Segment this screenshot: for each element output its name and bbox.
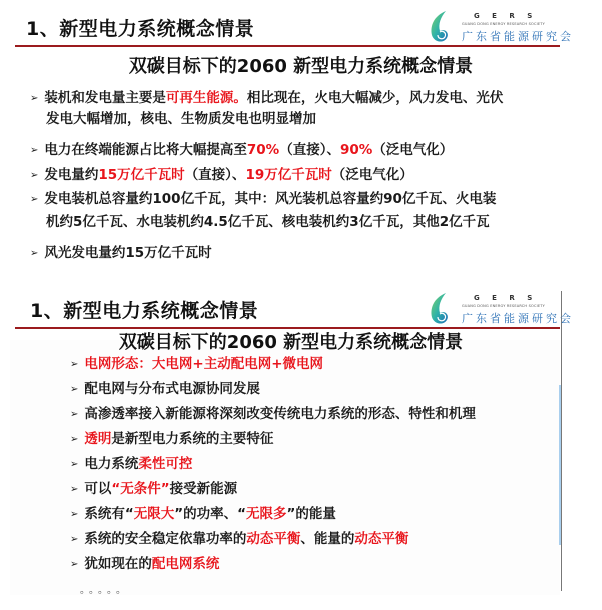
arrow-bullet-icon: ➢	[70, 384, 79, 395]
bullet-list	[30, 86, 503, 265]
bullet-continuation: 发电大幅增加，核电、生物质发电也明显增加	[46, 111, 316, 127]
bullet-item: ➢ 装机和发电量主要是可再生能源。相比现在，火电大幅减少，风力发电、光伏	[30, 90, 504, 106]
bullet-item: ➢ 风光发电量约15万亿千瓦时	[30, 245, 212, 261]
bullet-item: ➢ 发电装机总容量约100亿千瓦，其中：风光装机总容量约90亿千瓦、火电装	[30, 191, 497, 207]
bullet-item: ➢ 配电网与分布式电源协同发展	[70, 381, 260, 397]
arrow-bullet-icon: ➢	[30, 145, 39, 156]
section-title: 1、新型电力系统概念情景	[30, 300, 259, 322]
bullet-item: ➢ 系统的安全稳定依靠功率的动态平衡、能量的动态平衡	[70, 531, 409, 547]
bullet-item: ➢ 系统有“无限大”的功率、“无限多”的能量	[70, 506, 336, 522]
slide-subtitle: 双碳目标下的2060 新型电力系统概念情景	[118, 332, 464, 353]
bullet-item: ➢ 电力系统柔性可控	[70, 456, 193, 472]
arrow-bullet-icon: ➢	[70, 359, 79, 370]
bullet-item: ➢ 电网形态：大电网+主动配电网+微电网	[70, 356, 324, 372]
arrow-bullet-icon: ➢	[30, 248, 39, 259]
bullet-item: ➢ 发电量约15万亿千瓦时（直接）、19万亿千瓦时（泛电气化）	[30, 167, 413, 183]
arrow-bullet-icon: ➢	[70, 559, 79, 570]
arrow-bullet-icon: ➢	[30, 194, 39, 205]
bullet-item: ➢ 电力在终端能源占比将大幅提高至70%（直接）、90%（泛电气化）	[30, 142, 454, 158]
gers-leaf-logo-icon	[428, 292, 454, 326]
bullet-list	[70, 352, 476, 577]
arrow-bullet-icon: ➢	[70, 509, 79, 520]
gers-logo	[428, 292, 578, 328]
arrow-bullet-icon: ➢	[70, 409, 79, 420]
logo-english: GUANG DONG ENERGY RESEARCH SOCIETY	[462, 22, 545, 26]
arrow-bullet-icon: ➢	[70, 459, 79, 470]
logo-acronym: G E R S	[474, 12, 538, 20]
logo-acronym: G E R S	[474, 294, 538, 302]
arrow-bullet-icon: ➢	[70, 534, 79, 545]
arrow-bullet-icon: ➢	[70, 434, 79, 445]
bullet-item: ➢ 可以“无条件”接受新能源	[70, 481, 238, 497]
slide-1	[0, 0, 602, 280]
logo-chinese: 广东省能源研究会	[462, 312, 574, 325]
gers-logo	[428, 10, 578, 46]
bullet-item: ➢ 犹如现在的配电网系统	[70, 556, 220, 572]
logo-english: GUANG DONG ENERGY RESEARCH SOCIETY	[462, 304, 545, 308]
slide-subtitle: 双碳目标下的2060 新型电力系统概念情景	[128, 56, 474, 77]
arrow-bullet-icon: ➢	[30, 93, 39, 104]
bullet-continuation: 机约5亿千瓦、水电装机约4.5亿千瓦、核电装机约3亿千瓦，其他2亿千瓦	[46, 214, 490, 230]
arrow-bullet-icon: ➢	[70, 484, 79, 495]
gers-leaf-logo-icon	[428, 10, 454, 44]
bullet-item: ➢ 高渗透率接入新能源将深刻改变传统电力系统的形态、特性和机理	[70, 406, 476, 422]
ellipsis: 。。。。。	[80, 585, 130, 596]
arrow-bullet-icon: ➢	[30, 170, 39, 181]
logo-chinese: 广东省能源研究会	[462, 30, 574, 43]
section-title: 1、新型电力系统概念情景	[26, 18, 255, 40]
bullet-item: ➢ 透明是新型电力系统的主要特征	[70, 431, 274, 447]
